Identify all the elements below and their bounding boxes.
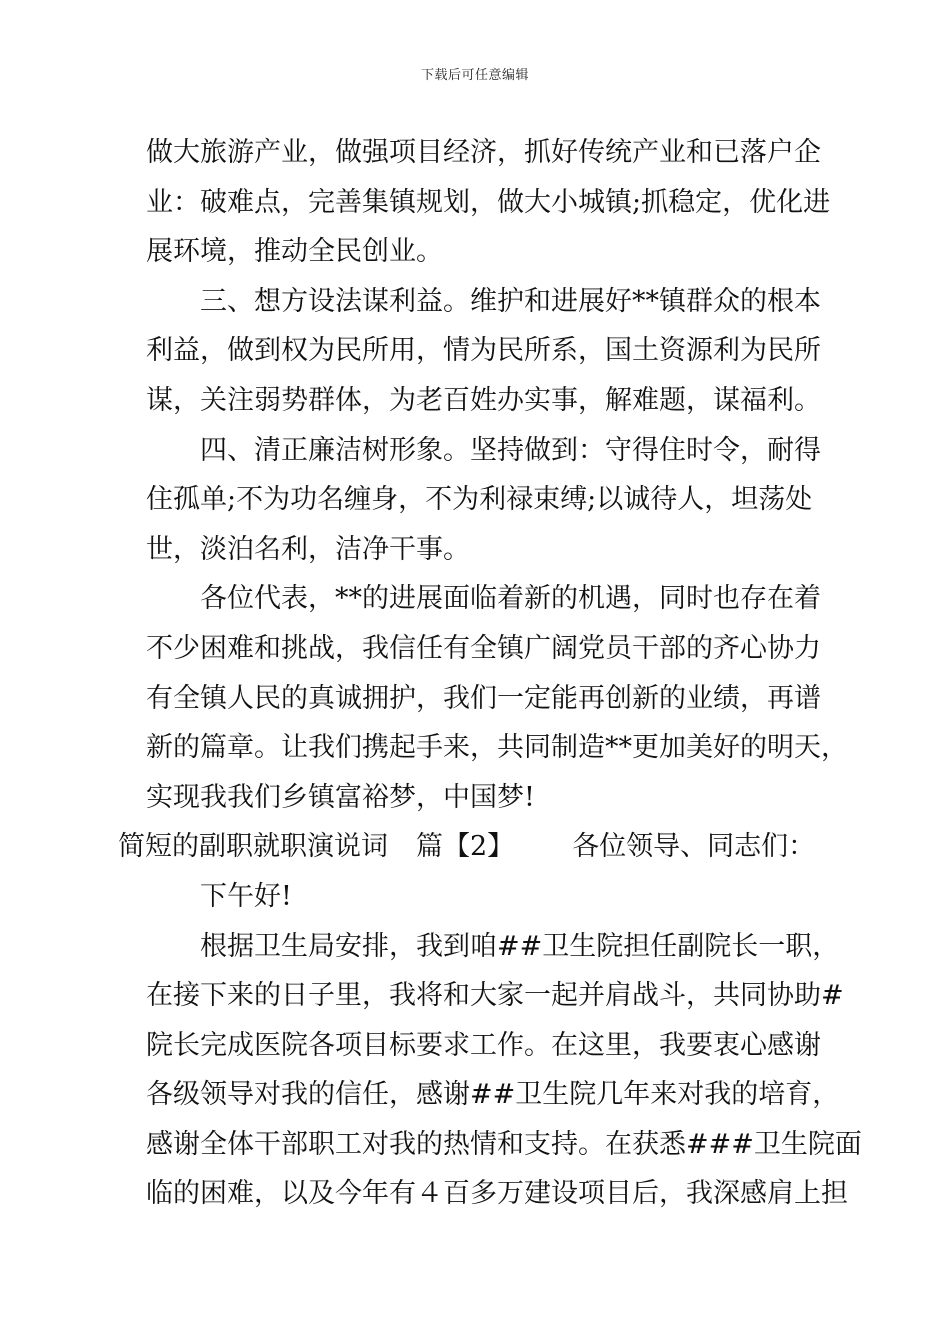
- text-line: 临的困难，以及今年有４百多万建设项目后，我深感肩上担: [146, 1178, 848, 1210]
- text-line: 感谢全体干部职工对我的热情和支持。在获悉###卫生院面: [146, 1128, 862, 1160]
- section-title: 简短的副职就职演说词: [118, 831, 388, 863]
- text-line: 有全镇人民的真诚拥护，我们一定能再创新的业绩，再谱: [146, 682, 821, 714]
- text-line: 展环境，推动全民创业。: [146, 236, 443, 268]
- text-line: 各位代表，**的进展面临着新的机遇，同时也存在着: [200, 583, 821, 615]
- text-line: 四、清正廉洁树形象。坚持做到：守得住时令，耐得: [200, 434, 821, 466]
- document-body: [118, 128, 862, 1219]
- text-line: 业：破难点，完善集镇规划，做大小城镇;抓稳定，优化进: [146, 186, 831, 218]
- text-line: 各级领导对我的信任，感谢##卫生院几年来对我的培育，: [146, 1079, 840, 1111]
- text-line: 实现我我们乡镇富裕梦，中国梦!: [146, 781, 535, 813]
- text-line: 住孤单;不为功名缠身，不为利禄束缚;以诚待人，坦荡处: [146, 484, 813, 516]
- section-number: 篇【2】: [416, 831, 515, 863]
- text-line: 根据卫生局安排，我到咱##卫生院担任副院长一职，: [200, 930, 840, 962]
- text-line: 在接下来的日子里，我将和大家一起并肩战斗，共同协助#: [146, 980, 844, 1012]
- text-line: 三、想方设法谋利益。维护和进展好**镇群众的根本: [200, 285, 821, 317]
- greeting: 各位领导、同志们：: [572, 831, 816, 863]
- text-line: 不少困难和挑战，我信任有全镇广阔党员干部的齐心协力: [146, 632, 821, 664]
- text-line: 新的篇章。让我们携起手来，共同制造**更加美好的明天，: [146, 732, 848, 764]
- text-line: 院长完成医院各项目标要求工作。在这里，我要衷心感谢: [146, 1029, 821, 1061]
- text-line: 世，淡泊名利，洁净干事。: [146, 533, 470, 565]
- text-line: 谋，关注弱势群体，为老百姓办实事，解难题，谋福利。: [146, 384, 821, 416]
- text-line: 做大旅游产业，做强项目经济，抓好传统产业和已落户企: [146, 137, 821, 168]
- section-heading: [118, 822, 826, 872]
- text-line: 利益，做到权为民所用，情为民所系，国土资源利为民所: [146, 335, 821, 367]
- page-header: 下载后可任意编辑: [420, 68, 529, 83]
- text-line: 下午好!: [200, 880, 292, 912]
